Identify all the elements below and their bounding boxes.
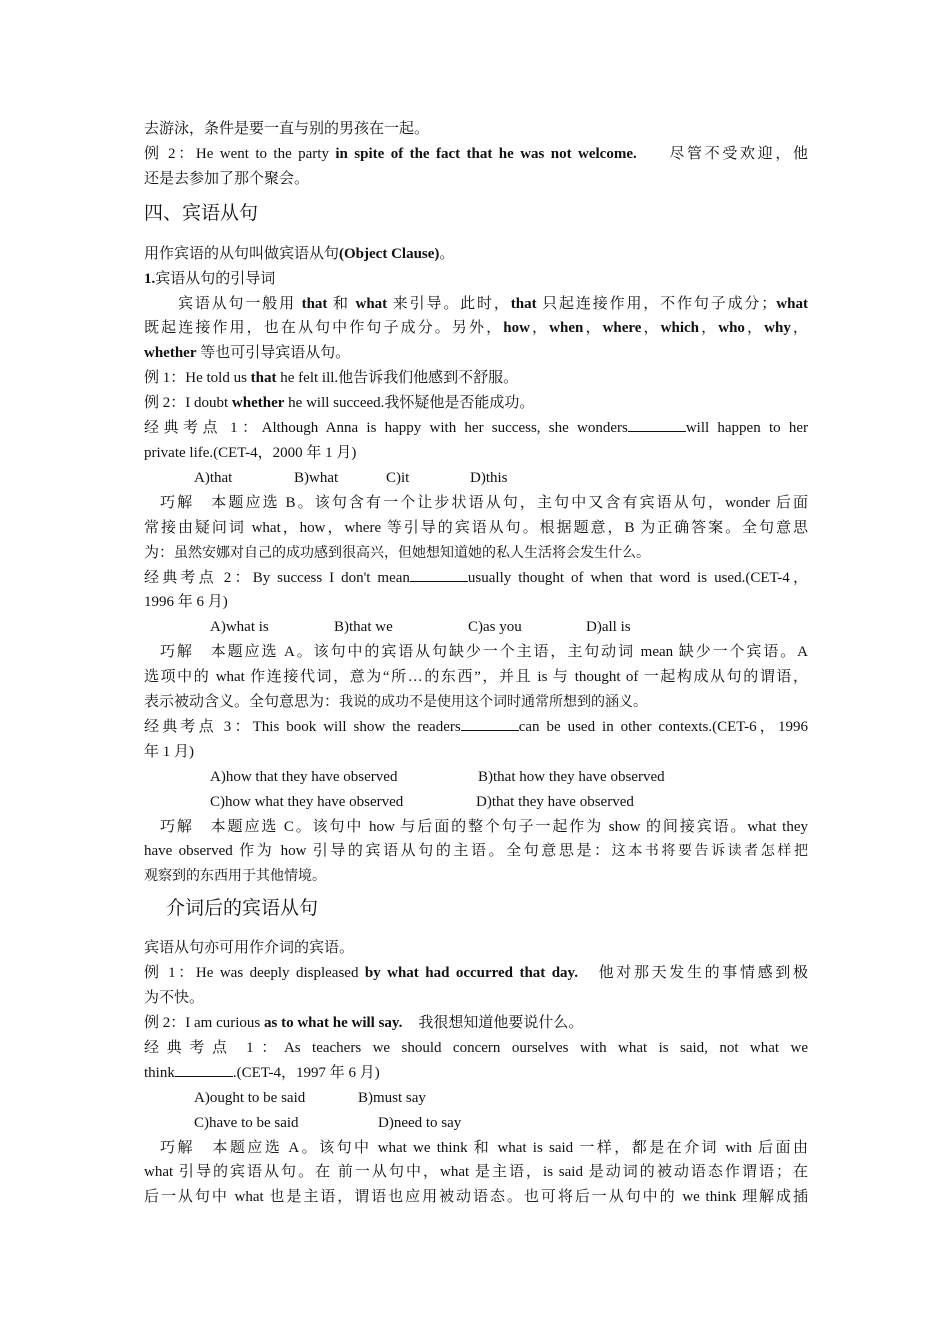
section-heading: 介词后的宾语从句: [166, 897, 319, 920]
text-span: 用作宾语的从句叫做宾语从句: [144, 245, 340, 262]
text-span: C)as you: [468, 619, 522, 636]
text-span: D)need to say: [378, 1114, 462, 1131]
text-span: as to what he will say.: [263, 1015, 403, 1031]
text-span: 尽管不受欢迎，他: [666, 145, 808, 162]
text-span: ，: [744, 320, 765, 337]
text-span: A)that: [194, 469, 233, 486]
answer-line: [144, 541, 808, 566]
question-line: private life.(CET-4，2000 年 1 月): [144, 444, 357, 461]
text-span: will happen to her: [685, 420, 808, 437]
text-span: 经典考点 1：Although Anna is happy with her success, she wonders: [144, 420, 628, 437]
text-span: usually thought of when that word is used.(CET-4，: [467, 569, 808, 586]
text-span: can be used in other contexts.(CET-6，1996: [518, 718, 808, 735]
text-span: how: [503, 320, 530, 337]
text-span: ，: [529, 320, 550, 337]
text-span: 例 2：He went to the party: [144, 145, 336, 162]
text-line: 宾语从句亦可用作介词的宾语。: [144, 940, 355, 957]
text-span: 和: [327, 295, 356, 312]
options-line: [144, 615, 808, 640]
text-span: D)this: [470, 469, 508, 486]
text-span: ，: [641, 320, 661, 337]
document-page: [144, 117, 808, 1210]
text-span: B)what: [294, 469, 339, 486]
paragraph-line: [144, 341, 808, 366]
text-span: 经典考点 3：This book will show the readers: [144, 718, 461, 735]
text-line: [144, 242, 808, 267]
text-span: 等也可引导宾语从句。: [196, 345, 351, 362]
text-span: 例 2：I doubt: [144, 395, 232, 412]
example-line: [144, 961, 808, 986]
options-line: [144, 790, 808, 815]
answer-line: 巧解 本题应选 A。该句中的宾语从句缺少一个主语，主句动词 mean 缺少一个宾语。A: [160, 644, 808, 661]
answer-line: 后一从句中 what 也是主语，谓语也应用被动语态。也可将后一从句中的 we think 理解成插: [144, 1189, 808, 1206]
example-line: 为不快。: [144, 990, 205, 1007]
text-span: who: [718, 320, 745, 337]
text-span: 他对那天发生的事情感到极: [595, 965, 808, 982]
text-span: by what had occurred that day.: [364, 965, 578, 982]
text-span: in spite of the fact that he was not welcome.: [335, 145, 637, 162]
text-span: D)that they have observed: [476, 793, 634, 810]
text-line: 去游泳，条件是要一直与别的男孩在一起。: [144, 121, 430, 137]
text-span: whether: [231, 395, 285, 412]
question-line: [144, 1061, 808, 1086]
text-span: 例 1：He was deeply displeased: [144, 965, 365, 982]
answer-blank: [175, 1062, 233, 1077]
answer-line: [144, 690, 808, 715]
text-span: ，: [790, 320, 808, 337]
text-span: B)that how they have observed: [478, 768, 665, 785]
text-span: whether: [144, 345, 197, 362]
text-span: ，: [583, 320, 603, 337]
text-span: what: [355, 295, 388, 312]
text-span: where: [602, 320, 642, 337]
text-span: 我说的成功不是使用这个词时通常所想到的涵义。: [339, 694, 648, 711]
question-line: [144, 416, 808, 441]
answer-blank: [628, 417, 686, 432]
example-line: [144, 1011, 808, 1036]
text-span: 例 2：I am curious: [144, 1015, 264, 1031]
answer-line: [144, 839, 808, 864]
text-line: 还是去参加了那个聚会。: [144, 170, 310, 187]
example-line: [144, 366, 808, 391]
text-span: 既起连接作用，也在从句中作句子成分。另外，: [144, 320, 504, 337]
options-line: [144, 765, 808, 790]
answer-line: 巧解 本题应选 A。该句中 what we think 和 what is said 一样，都是在介词 with 后面由: [160, 1139, 808, 1156]
text-span: 宾语从句的引导词: [155, 270, 276, 287]
section-heading: 四、宾语从句: [144, 201, 259, 224]
text-span: think: [144, 1064, 175, 1081]
text-span: he will succeed.我怀疑他是否能成功。: [284, 395, 535, 412]
text-span: 虽然安娜对自己的成功感到很高兴，但她想知道她的私人生活将会发生什么。: [174, 544, 651, 561]
answer-line: 常接由疑问词 what，how，where 等引导的宾语从句。根据题意，B 为正确答案。全句意思: [144, 519, 808, 536]
text-span: 。: [439, 245, 455, 262]
answer-line: 巧解 本题应选 C。该句中 how 与后面的整个句子一起作为 show 的间接宾语。what they: [160, 818, 808, 835]
question-line: 年 1 月): [144, 743, 194, 760]
subheading: [144, 267, 808, 292]
text-span: A)how that they have observed: [210, 768, 398, 785]
text-span: B)must say: [358, 1089, 426, 1106]
text-span: A)what is: [210, 619, 269, 636]
text-span: 来引导。此时，: [387, 295, 511, 312]
paragraph-line: [144, 292, 808, 317]
text-span: that: [510, 295, 537, 312]
text-span: that: [250, 370, 277, 387]
text-span: 例 1：He told us: [144, 370, 251, 387]
text-span: 经典考点 2：By success I don't mean: [144, 569, 410, 586]
text-span: 这本书将要告诉读者怎样把: [611, 843, 808, 860]
answer-line: 选项中的 what 作连接代词，意为“所…的东西”，并且 is 与 thought of 一起构成从句的谓语，: [144, 669, 808, 686]
question-line: 经典考点 1：As teachers we should concern ourselves with what is said, not what we: [144, 1039, 808, 1056]
text-span: (Object Clause): [339, 245, 440, 262]
question-line: [144, 566, 808, 591]
text-span: which: [660, 320, 700, 337]
text-span: C)how what they have observed: [210, 793, 404, 810]
text-span: C)it: [386, 469, 410, 486]
text-span: B)that we: [334, 619, 393, 636]
text-line: [144, 142, 808, 167]
options-line: [144, 1111, 808, 1136]
options-line: [144, 1086, 808, 1111]
answer-blank: [461, 716, 519, 731]
answer-line: 巧解 本题应选 B。该句含有一个让步状语从句，主句中又含有宾语从句，wonder 后面: [160, 494, 808, 511]
text-span: why: [764, 320, 791, 337]
answer-blank: [410, 567, 468, 582]
answer-line: what 引导的宾语从句。在 前一从句中，what 是主语，is said 是动词的被动语态作谓语；在: [144, 1164, 808, 1181]
text-span: 宾语从句一般用: [178, 295, 302, 312]
paragraph-line: [144, 316, 808, 341]
question-line: [144, 715, 808, 740]
text-span: 1.: [144, 270, 156, 287]
text-span: 我很想知道他要说什么。: [418, 1015, 584, 1031]
text-span: A)ought to be said: [194, 1089, 306, 1106]
text-span: D)all is: [586, 619, 631, 636]
question-line: 1996 年 6 月): [144, 594, 228, 611]
answer-line: 观察到的东西用于其他情境。: [144, 868, 326, 885]
text-span: 只起连接作用，不作句子成分；: [536, 295, 777, 312]
text-span: C)have to be said: [194, 1114, 299, 1131]
text-span: 为：: [144, 544, 175, 561]
options-line: [144, 466, 808, 491]
example-line: [144, 391, 808, 416]
text-span: 表示被动含义。全句意思为：: [144, 694, 340, 711]
text-span: that: [301, 295, 328, 312]
text-span: .(CET-4，1997 年 6 月): [232, 1064, 380, 1081]
text-span: he felt ill.他告诉我们他感到不舒服。: [276, 370, 519, 387]
text-span: when: [549, 320, 584, 337]
text-span: what: [776, 295, 808, 312]
text-span: ，: [699, 320, 719, 337]
text-span: have observed 作为 how 引导的宾语从句的主语。全句意思是：: [144, 843, 612, 860]
